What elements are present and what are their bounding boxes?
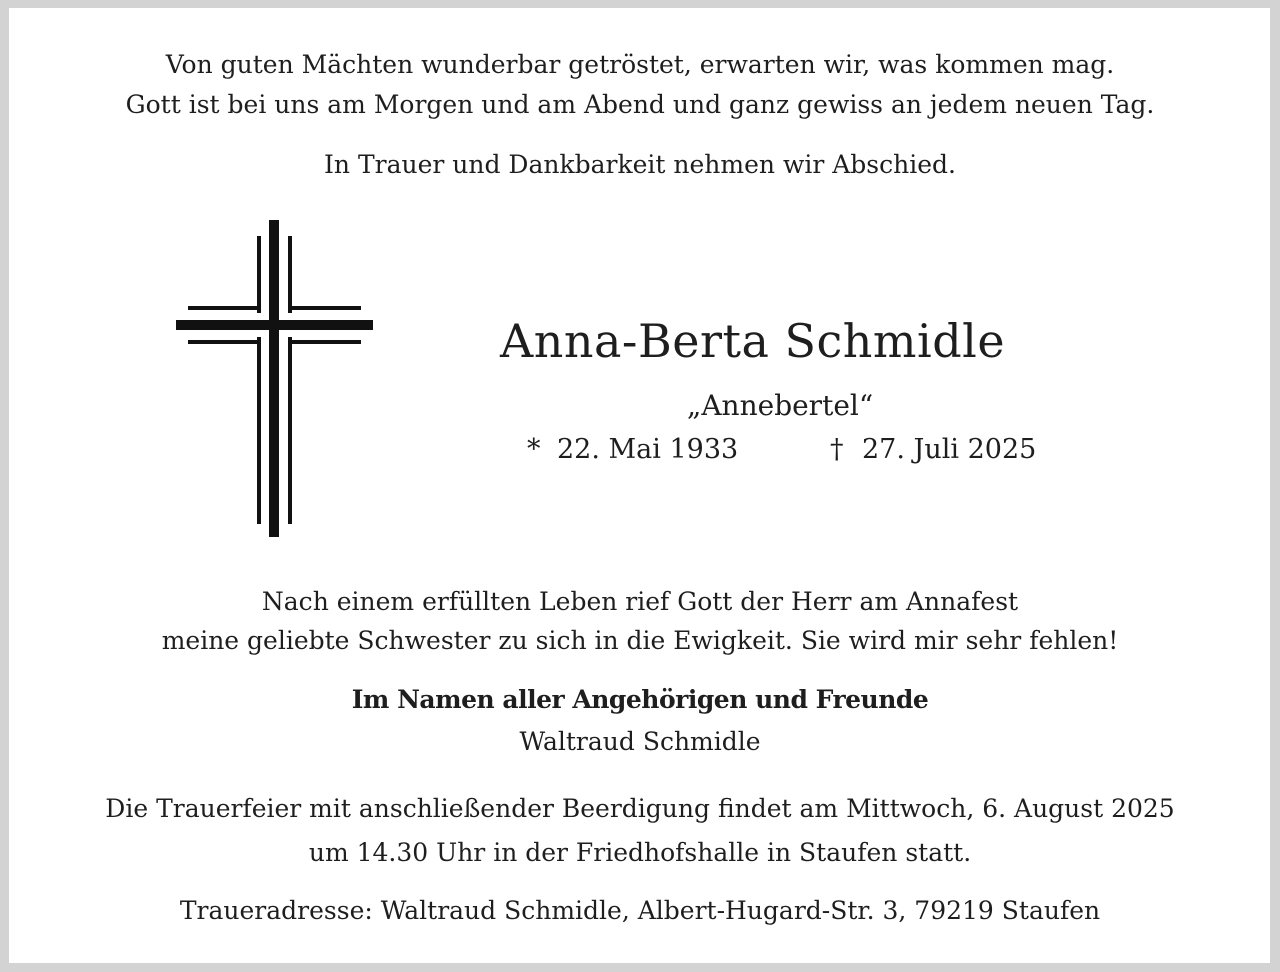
birth-symbol: * <box>527 434 541 465</box>
message-line-2: meine geliebte Schwester zu sich in die Ewigkeit. Sie wird mir sehr fehlen! <box>161 626 1119 655</box>
death-symbol: † <box>830 434 844 465</box>
mourning-address: Traueradresse: Waltraud Schmidle, Albert-Hugard-Str. 3, 79219 Staufen <box>179 896 1101 925</box>
funeral-line-2: um 14.30 Uhr in der Friedhofshalle in Staufen statt. <box>308 838 972 867</box>
signature-name: Waltraud Schmidle <box>519 727 761 756</box>
deceased-nickname: „Annebertel“ <box>686 389 874 422</box>
birth-date: 22. Mai 1933 <box>557 434 739 465</box>
intro-text: In Trauer und Dankbarkeit nehmen wir Abschied. <box>324 150 956 179</box>
death-date: 27. Juli 2025 <box>862 434 1037 465</box>
verse-line-1: Von guten Mächten wunderbar getröstet, erwarten wir, was kommen mag. <box>165 50 1115 79</box>
signature-heading: Im Namen aller Angehörigen und Freunde <box>351 685 929 714</box>
deceased-name: Anna-Berta Schmidle <box>500 314 1006 368</box>
funeral-line-1: Die Trauerfeier mit anschließender Beerdigung findet am Mittwoch, 6. August 2025 <box>105 794 1175 823</box>
verse-line-2: Gott ist bei uns am Morgen und am Abend und ganz gewiss an jedem neuen Tag. <box>125 90 1155 119</box>
message-line-1: Nach einem erfüllten Leben rief Gott der Herr am Annafest <box>261 587 1019 616</box>
